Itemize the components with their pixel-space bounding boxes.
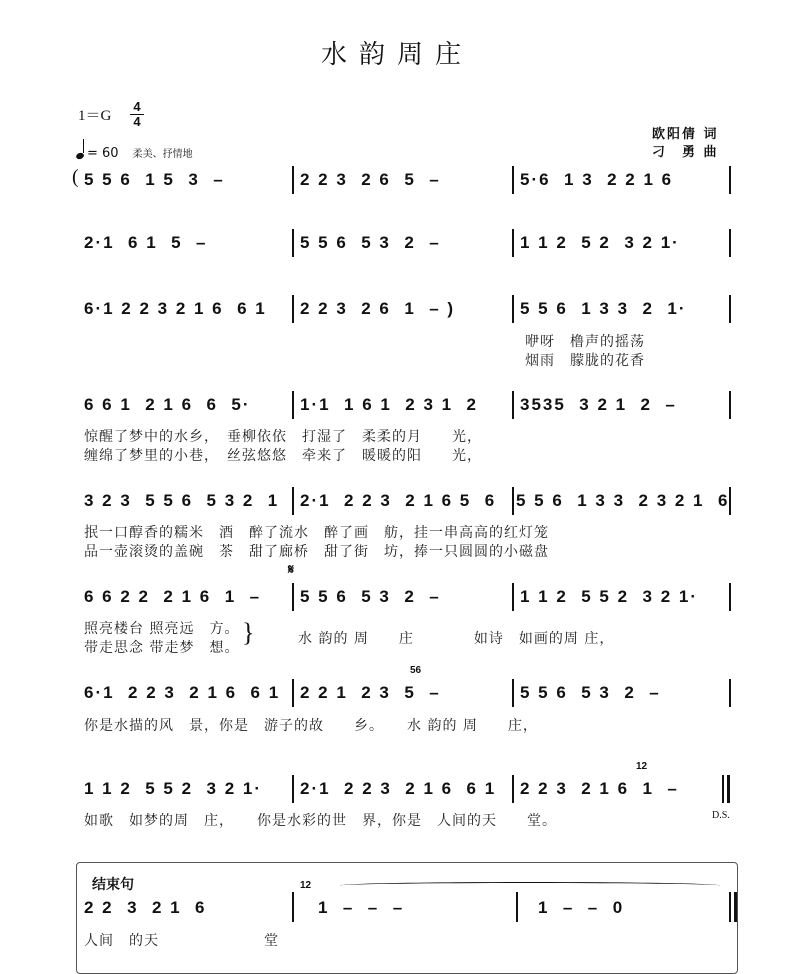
tempo-value: = 60 <box>87 146 119 161</box>
barline <box>516 892 518 922</box>
lyric-line: 抿一口醇香的糯米 酒 醉了流水 醉了画 舫，挂一串高高的红灯笼 <box>84 525 549 541</box>
barline <box>512 295 514 323</box>
lyric-line: 品一壶滚烫的盖碗 茶 甜了廊桥 甜了街 坊，捧一只圆圆的小磁盘 <box>84 544 549 560</box>
measure: 1·1 1 6 1 2 3 1 2 <box>300 395 478 414</box>
barline <box>292 229 294 257</box>
measure: 2 2 3 2 6 1 – ) <box>300 299 456 318</box>
measure: 3535 3 2 1 2 – <box>520 395 677 414</box>
grace-notes: 56 <box>410 665 422 676</box>
measure: 2·1 2 2 3 2 1 6 6 1 <box>300 779 497 798</box>
barline <box>292 295 294 323</box>
lyric-line: 你是水描的风 景，你是 游子的故 乡。 水 韵的 周 庄， <box>84 718 538 734</box>
barline <box>512 391 514 419</box>
measure: 5·6 1 3 2 2 1 6 <box>520 170 674 189</box>
lyric-line: 照亮楼台 照亮远 方。 <box>84 621 240 637</box>
barline <box>729 166 731 194</box>
lyric-line: 如歌 如梦的周 庄， 你是水彩的世 界，你是 人间的天 堂。 <box>84 813 557 829</box>
barline <box>292 487 294 515</box>
measure: 2 2 3 2 1 6 1 – <box>520 779 679 798</box>
barline <box>512 775 514 803</box>
barline <box>292 391 294 419</box>
lyric-line: 带走思念 带走梦 想。 <box>84 640 240 656</box>
barline <box>292 775 294 803</box>
lyric-line: 缠绵了梦里的小巷， 丝弦悠悠 牵来了 暖暖的阳 光， <box>84 448 482 464</box>
chorus-lyric: 水 韵的 周 庄 如诗 如画的周 庄， <box>298 631 615 647</box>
measure: 6 6 2 2 2 1 6 1 – <box>84 587 262 606</box>
barline <box>729 679 731 707</box>
tempo-mood: 柔美、抒情地 <box>132 149 193 160</box>
barline <box>729 229 731 257</box>
measure: 5 5 6 1 5 3 – <box>84 170 225 189</box>
lyric-brace: } <box>242 618 255 647</box>
barline <box>722 775 724 803</box>
lyric-line: 惊醒了梦中的水乡， 垂柳依依 打湿了 柔柔的月 光， <box>84 429 482 445</box>
measure: 5 5 6 5 3 2 – <box>520 683 661 702</box>
barline <box>729 892 731 922</box>
song-title: 水韵周庄 <box>320 40 473 70</box>
barline <box>729 295 731 323</box>
barline <box>292 892 294 922</box>
ending-box <box>76 862 738 974</box>
measure: 6 6 1 2 1 6 6 5· <box>84 395 251 414</box>
measure: 2·1 2 2 3 2 1 6 5 6 <box>300 491 497 510</box>
measure: 5 5 6 5 3 2 – <box>300 587 441 606</box>
time-signature <box>130 100 144 129</box>
measure: 2·1 6 1 5 – <box>84 233 208 252</box>
barline <box>512 487 514 515</box>
repeat-end-barline <box>727 775 730 803</box>
measure: 2 2 3 2 1 6 <box>84 898 207 917</box>
quarter-note-icon <box>75 152 85 160</box>
tempo-marking <box>76 143 193 161</box>
barline <box>292 166 294 194</box>
time-signature-bottom: 4 <box>130 114 144 129</box>
tie-slur <box>340 882 720 889</box>
measure: 1 1 2 5 5 2 3 2 1· <box>84 779 262 798</box>
barline <box>729 487 731 515</box>
measure: 6·1 2 2 3 2 1 6 6 1 <box>84 683 281 702</box>
lyric-line: 人间 的天 堂 <box>84 933 279 949</box>
barline <box>512 229 514 257</box>
measure: 5 5 6 1 3 3 2 3 2 1 6 <box>516 491 730 510</box>
barline <box>729 391 731 419</box>
measure: 1 – – – <box>318 898 405 917</box>
measure: 2 2 3 2 6 5 – <box>300 170 441 189</box>
segno-icon: 𝄋 <box>288 562 295 578</box>
measure: 2 2 1 2 3 5 – <box>300 683 441 702</box>
composer-credit: 刁 勇 曲 <box>652 145 719 160</box>
time-signature-top: 4 <box>133 99 141 114</box>
measure: 1 1 2 5 5 2 3 2 1· <box>520 587 698 606</box>
barline <box>292 583 294 611</box>
barline <box>292 679 294 707</box>
dal-segno-mark: D.S. <box>712 810 730 821</box>
measure: 3 2 3 5 5 6 5 3 2 1 <box>84 491 280 510</box>
grace-notes: 12 <box>636 761 648 772</box>
barline <box>512 679 514 707</box>
barline <box>512 583 514 611</box>
measure: 1 1 2 5 2 3 2 1· <box>520 233 680 252</box>
lyric-line: 咿呀 橹声的摇荡 <box>525 334 645 350</box>
barline <box>512 166 514 194</box>
lyric-line: 烟雨 朦胧的花香 <box>525 353 645 369</box>
measure: 6·1 2 2 3 2 1 6 6 1 <box>84 299 267 318</box>
ending-label: 结束句 <box>92 877 134 893</box>
final-barline <box>734 892 737 922</box>
grace-notes: 12 <box>300 880 312 891</box>
measure: 1 – – 0 <box>538 898 625 917</box>
barline <box>729 583 731 611</box>
measure: 5 5 6 5 3 2 – <box>300 233 441 252</box>
open-paren: ( <box>72 166 79 188</box>
key-signature: 1＝G <box>78 108 112 124</box>
measure: 5 5 6 1 3 3 2 1· <box>520 299 687 318</box>
lyricist-credit: 欧阳倩 词 <box>652 127 719 142</box>
